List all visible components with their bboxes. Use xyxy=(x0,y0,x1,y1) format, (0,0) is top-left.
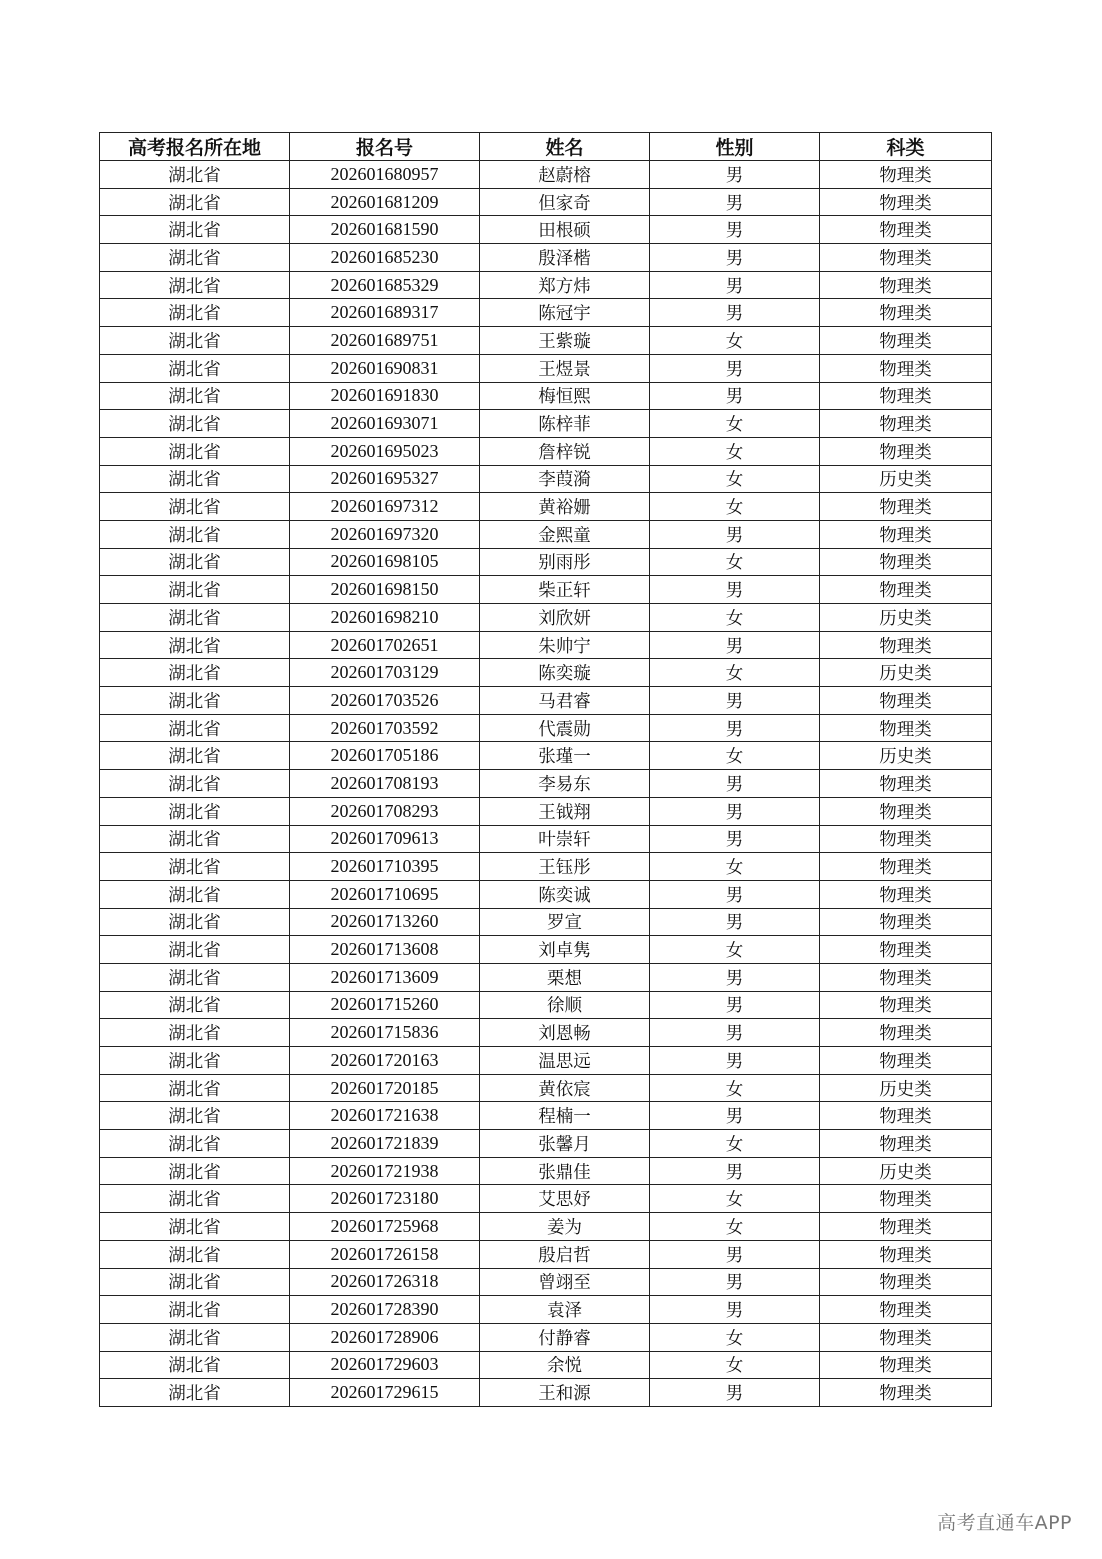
cell-gender: 男 xyxy=(650,161,820,189)
cell-subject-category: 物理类 xyxy=(820,1268,992,1296)
cell-subject-category: 历史类 xyxy=(820,1157,992,1185)
table-row xyxy=(100,825,992,853)
cell-registration-number: 202601713260 xyxy=(290,908,480,936)
cell-name: 罗宣 xyxy=(480,908,650,936)
cell-registration-number: 202601690831 xyxy=(290,354,480,382)
cell-registration-number: 202601721638 xyxy=(290,1102,480,1130)
table-row xyxy=(100,271,992,299)
cell-subject-category: 物理类 xyxy=(820,327,992,355)
cell-registration-number: 202601715260 xyxy=(290,991,480,1019)
table-row xyxy=(100,853,992,881)
cell-registration-number: 202601703592 xyxy=(290,714,480,742)
cell-gender: 男 xyxy=(650,631,820,659)
cell-location: 湖北省 xyxy=(100,161,290,189)
cell-subject-category: 物理类 xyxy=(820,714,992,742)
cell-location: 湖北省 xyxy=(100,1130,290,1158)
cell-location: 湖北省 xyxy=(100,354,290,382)
cell-gender: 男 xyxy=(650,770,820,798)
cell-location: 湖北省 xyxy=(100,797,290,825)
cell-gender: 男 xyxy=(650,714,820,742)
cell-gender: 男 xyxy=(650,963,820,991)
cell-gender: 男 xyxy=(650,299,820,327)
cell-gender: 女 xyxy=(650,1130,820,1158)
cell-location: 湖北省 xyxy=(100,1323,290,1351)
cell-gender: 男 xyxy=(650,1102,820,1130)
cell-name: 朱帅宁 xyxy=(480,631,650,659)
cell-name: 但家奇 xyxy=(480,188,650,216)
table-row xyxy=(100,1047,992,1075)
cell-gender: 男 xyxy=(650,1379,820,1407)
cell-name: 姜为 xyxy=(480,1213,650,1241)
cell-name: 李葭漪 xyxy=(480,465,650,493)
cell-name: 刘恩畅 xyxy=(480,1019,650,1047)
header-name: 姓名 xyxy=(480,133,650,161)
table-row xyxy=(100,714,992,742)
cell-name: 黄依宸 xyxy=(480,1074,650,1102)
cell-location: 湖北省 xyxy=(100,880,290,908)
table-row xyxy=(100,770,992,798)
cell-gender: 女 xyxy=(650,604,820,632)
cell-location: 湖北省 xyxy=(100,687,290,715)
cell-name: 程楠一 xyxy=(480,1102,650,1130)
cell-location: 湖北省 xyxy=(100,853,290,881)
cell-location: 湖北省 xyxy=(100,1379,290,1407)
header-gender: 性别 xyxy=(650,133,820,161)
cell-gender: 男 xyxy=(650,1240,820,1268)
cell-subject-category: 历史类 xyxy=(820,465,992,493)
cell-name: 李易东 xyxy=(480,770,650,798)
cell-location: 湖北省 xyxy=(100,1296,290,1324)
cell-location: 湖北省 xyxy=(100,244,290,272)
cell-name: 别雨彤 xyxy=(480,548,650,576)
cell-name: 张瑾一 xyxy=(480,742,650,770)
cell-registration-number: 202601723180 xyxy=(290,1185,480,1213)
cell-subject-category: 物理类 xyxy=(820,797,992,825)
cell-gender: 男 xyxy=(650,687,820,715)
table-row xyxy=(100,1351,992,1379)
cell-registration-number: 202601725968 xyxy=(290,1213,480,1241)
cell-registration-number: 202601721938 xyxy=(290,1157,480,1185)
cell-name: 王和源 xyxy=(480,1379,650,1407)
table-row xyxy=(100,1268,992,1296)
cell-registration-number: 202601681209 xyxy=(290,188,480,216)
cell-gender: 女 xyxy=(650,1213,820,1241)
cell-registration-number: 202601709613 xyxy=(290,825,480,853)
cell-subject-category: 物理类 xyxy=(820,1323,992,1351)
cell-name: 陈奕璇 xyxy=(480,659,650,687)
table-row xyxy=(100,437,992,465)
table-row xyxy=(100,1019,992,1047)
table-row xyxy=(100,963,992,991)
cell-location: 湖北省 xyxy=(100,520,290,548)
cell-registration-number: 202601680957 xyxy=(290,161,480,189)
table-row xyxy=(100,354,992,382)
cell-gender: 女 xyxy=(650,327,820,355)
cell-location: 湖北省 xyxy=(100,770,290,798)
cell-location: 湖北省 xyxy=(100,216,290,244)
table-row xyxy=(100,908,992,936)
cell-name: 赵蔚榕 xyxy=(480,161,650,189)
table-row xyxy=(100,410,992,438)
cell-location: 湖北省 xyxy=(100,1102,290,1130)
cell-subject-category: 物理类 xyxy=(820,410,992,438)
table-row xyxy=(100,631,992,659)
table-row xyxy=(100,1296,992,1324)
cell-registration-number: 202601721839 xyxy=(290,1130,480,1158)
cell-location: 湖北省 xyxy=(100,188,290,216)
table-row xyxy=(100,216,992,244)
cell-registration-number: 202601713609 xyxy=(290,963,480,991)
cell-location: 湖北省 xyxy=(100,908,290,936)
table-row xyxy=(100,299,992,327)
cell-registration-number: 202601689751 xyxy=(290,327,480,355)
cell-subject-category: 历史类 xyxy=(820,1074,992,1102)
cell-gender: 女 xyxy=(650,936,820,964)
cell-subject-category: 物理类 xyxy=(820,880,992,908)
cell-gender: 女 xyxy=(650,410,820,438)
cell-subject-category: 物理类 xyxy=(820,631,992,659)
cell-subject-category: 物理类 xyxy=(820,770,992,798)
cell-name: 陈奕诚 xyxy=(480,880,650,908)
cell-name: 温思远 xyxy=(480,1047,650,1075)
cell-registration-number: 202601689317 xyxy=(290,299,480,327)
cell-gender: 女 xyxy=(650,853,820,881)
cell-gender: 男 xyxy=(650,1019,820,1047)
cell-location: 湖北省 xyxy=(100,410,290,438)
cell-location: 湖北省 xyxy=(100,714,290,742)
cell-registration-number: 202601685230 xyxy=(290,244,480,272)
cell-registration-number: 202601695023 xyxy=(290,437,480,465)
cell-location: 湖北省 xyxy=(100,1074,290,1102)
table-header xyxy=(100,133,992,161)
cell-subject-category: 物理类 xyxy=(820,520,992,548)
cell-gender: 男 xyxy=(650,991,820,1019)
table-row xyxy=(100,327,992,355)
cell-registration-number: 202601697312 xyxy=(290,493,480,521)
cell-gender: 女 xyxy=(650,548,820,576)
cell-location: 湖北省 xyxy=(100,437,290,465)
cell-location: 湖北省 xyxy=(100,1019,290,1047)
cell-subject-category: 物理类 xyxy=(820,825,992,853)
table-row xyxy=(100,188,992,216)
cell-location: 湖北省 xyxy=(100,742,290,770)
admission-roster-table xyxy=(99,132,992,1407)
cell-location: 湖北省 xyxy=(100,576,290,604)
cell-registration-number: 202601708293 xyxy=(290,797,480,825)
cell-gender: 男 xyxy=(650,216,820,244)
table-row xyxy=(100,576,992,604)
cell-name: 殷泽楷 xyxy=(480,244,650,272)
cell-subject-category: 物理类 xyxy=(820,908,992,936)
cell-location: 湖北省 xyxy=(100,659,290,687)
table-row xyxy=(100,244,992,272)
cell-gender: 男 xyxy=(650,908,820,936)
cell-subject-category: 物理类 xyxy=(820,1213,992,1241)
cell-name: 梅恒熙 xyxy=(480,382,650,410)
cell-subject-category: 物理类 xyxy=(820,936,992,964)
cell-subject-category: 物理类 xyxy=(820,216,992,244)
cell-name: 艾思妤 xyxy=(480,1185,650,1213)
cell-subject-category: 物理类 xyxy=(820,1102,992,1130)
cell-location: 湖北省 xyxy=(100,825,290,853)
table-row xyxy=(100,687,992,715)
cell-gender: 男 xyxy=(650,1157,820,1185)
cell-subject-category: 物理类 xyxy=(820,188,992,216)
table-row xyxy=(100,1102,992,1130)
cell-registration-number: 202601703129 xyxy=(290,659,480,687)
cell-registration-number: 202601710695 xyxy=(290,880,480,908)
cell-name: 刘卓隽 xyxy=(480,936,650,964)
header-registration-number: 报名号 xyxy=(290,133,480,161)
cell-gender: 女 xyxy=(650,437,820,465)
cell-location: 湖北省 xyxy=(100,548,290,576)
cell-location: 湖北省 xyxy=(100,1268,290,1296)
cell-name: 王钺翔 xyxy=(480,797,650,825)
cell-gender: 男 xyxy=(650,1047,820,1075)
cell-gender: 女 xyxy=(650,1323,820,1351)
cell-registration-number: 202601728906 xyxy=(290,1323,480,1351)
table-row xyxy=(100,1157,992,1185)
cell-subject-category: 物理类 xyxy=(820,271,992,299)
cell-gender: 女 xyxy=(650,742,820,770)
cell-location: 湖北省 xyxy=(100,936,290,964)
cell-name: 王煜景 xyxy=(480,354,650,382)
cell-name: 栗想 xyxy=(480,963,650,991)
cell-location: 湖北省 xyxy=(100,631,290,659)
cell-registration-number: 202601720185 xyxy=(290,1074,480,1102)
cell-name: 陈冠宇 xyxy=(480,299,650,327)
cell-location: 湖北省 xyxy=(100,963,290,991)
cell-registration-number: 202601713608 xyxy=(290,936,480,964)
cell-gender: 女 xyxy=(650,1351,820,1379)
table-row xyxy=(100,1240,992,1268)
cell-location: 湖北省 xyxy=(100,1047,290,1075)
table-row xyxy=(100,161,992,189)
header-subject-category: 科类 xyxy=(820,133,992,161)
cell-subject-category: 历史类 xyxy=(820,604,992,632)
cell-subject-category: 物理类 xyxy=(820,161,992,189)
cell-gender: 男 xyxy=(650,880,820,908)
table-row xyxy=(100,382,992,410)
table-row xyxy=(100,1379,992,1407)
table-row xyxy=(100,520,992,548)
cell-subject-category: 物理类 xyxy=(820,493,992,521)
table-row xyxy=(100,548,992,576)
cell-name: 叶崇轩 xyxy=(480,825,650,853)
cell-location: 湖北省 xyxy=(100,1185,290,1213)
cell-registration-number: 202601720163 xyxy=(290,1047,480,1075)
cell-registration-number: 202601698105 xyxy=(290,548,480,576)
cell-gender: 男 xyxy=(650,354,820,382)
cell-registration-number: 202601708193 xyxy=(290,770,480,798)
cell-subject-category: 物理类 xyxy=(820,1019,992,1047)
cell-registration-number: 202601691830 xyxy=(290,382,480,410)
cell-registration-number: 202601728390 xyxy=(290,1296,480,1324)
table-row xyxy=(100,797,992,825)
cell-subject-category: 物理类 xyxy=(820,963,992,991)
cell-subject-category: 物理类 xyxy=(820,382,992,410)
cell-name: 詹梓锐 xyxy=(480,437,650,465)
cell-subject-category: 物理类 xyxy=(820,853,992,881)
cell-location: 湖北省 xyxy=(100,1351,290,1379)
cell-registration-number: 202601703526 xyxy=(290,687,480,715)
table-row xyxy=(100,880,992,908)
cell-subject-category: 历史类 xyxy=(820,659,992,687)
cell-subject-category: 物理类 xyxy=(820,244,992,272)
table-row xyxy=(100,991,992,1019)
table-row xyxy=(100,1185,992,1213)
cell-location: 湖北省 xyxy=(100,604,290,632)
cell-subject-category: 物理类 xyxy=(820,437,992,465)
cell-subject-category: 物理类 xyxy=(820,299,992,327)
cell-subject-category: 物理类 xyxy=(820,548,992,576)
cell-name: 王紫璇 xyxy=(480,327,650,355)
cell-gender: 女 xyxy=(650,1074,820,1102)
cell-gender: 男 xyxy=(650,271,820,299)
cell-subject-category: 历史类 xyxy=(820,742,992,770)
cell-name: 曾翊至 xyxy=(480,1268,650,1296)
cell-gender: 女 xyxy=(650,659,820,687)
cell-registration-number: 202601726318 xyxy=(290,1268,480,1296)
table-row xyxy=(100,742,992,770)
table-row xyxy=(100,659,992,687)
header-row xyxy=(100,133,992,161)
header-location: 高考报名所在地 xyxy=(100,133,290,161)
cell-gender: 男 xyxy=(650,244,820,272)
cell-registration-number: 202601698150 xyxy=(290,576,480,604)
table-body xyxy=(100,161,992,1407)
cell-location: 湖北省 xyxy=(100,465,290,493)
cell-gender: 男 xyxy=(650,188,820,216)
cell-name: 郑方炜 xyxy=(480,271,650,299)
cell-subject-category: 物理类 xyxy=(820,1379,992,1407)
table-row xyxy=(100,1213,992,1241)
cell-subject-category: 物理类 xyxy=(820,687,992,715)
cell-registration-number: 202601698210 xyxy=(290,604,480,632)
table-row xyxy=(100,1130,992,1158)
cell-registration-number: 202601715836 xyxy=(290,1019,480,1047)
cell-subject-category: 物理类 xyxy=(820,991,992,1019)
cell-gender: 男 xyxy=(650,520,820,548)
cell-location: 湖北省 xyxy=(100,271,290,299)
cell-registration-number: 202601685329 xyxy=(290,271,480,299)
cell-location: 湖北省 xyxy=(100,1157,290,1185)
cell-name: 殷启哲 xyxy=(480,1240,650,1268)
cell-subject-category: 物理类 xyxy=(820,1185,992,1213)
cell-location: 湖北省 xyxy=(100,327,290,355)
table-row xyxy=(100,1074,992,1102)
cell-registration-number: 202601705186 xyxy=(290,742,480,770)
cell-location: 湖北省 xyxy=(100,382,290,410)
cell-gender: 男 xyxy=(650,1268,820,1296)
cell-name: 黄裕姗 xyxy=(480,493,650,521)
table-row xyxy=(100,604,992,632)
cell-subject-category: 物理类 xyxy=(820,354,992,382)
cell-registration-number: 202601702651 xyxy=(290,631,480,659)
cell-registration-number: 202601710395 xyxy=(290,853,480,881)
table-row xyxy=(100,936,992,964)
cell-name: 金熙童 xyxy=(480,520,650,548)
cell-registration-number: 202601729615 xyxy=(290,1379,480,1407)
cell-name: 徐顺 xyxy=(480,991,650,1019)
table-row xyxy=(100,493,992,521)
cell-name: 余悦 xyxy=(480,1351,650,1379)
cell-name: 袁泽 xyxy=(480,1296,650,1324)
cell-registration-number: 202601681590 xyxy=(290,216,480,244)
cell-registration-number: 202601726158 xyxy=(290,1240,480,1268)
cell-location: 湖北省 xyxy=(100,991,290,1019)
cell-gender: 男 xyxy=(650,797,820,825)
cell-name: 刘欣妍 xyxy=(480,604,650,632)
cell-registration-number: 202601695327 xyxy=(290,465,480,493)
table-row xyxy=(100,1323,992,1351)
cell-gender: 男 xyxy=(650,1296,820,1324)
watermark-text: 高考直通车APP xyxy=(937,1512,1072,1534)
cell-registration-number: 202601693071 xyxy=(290,410,480,438)
cell-name: 柴正轩 xyxy=(480,576,650,604)
table-row xyxy=(100,465,992,493)
cell-name: 张鼎佳 xyxy=(480,1157,650,1185)
cell-name: 付静睿 xyxy=(480,1323,650,1351)
cell-gender: 男 xyxy=(650,576,820,604)
cell-name: 田根硕 xyxy=(480,216,650,244)
cell-registration-number: 202601697320 xyxy=(290,520,480,548)
cell-name: 马君睿 xyxy=(480,687,650,715)
cell-subject-category: 物理类 xyxy=(820,1240,992,1268)
cell-gender: 男 xyxy=(650,382,820,410)
cell-subject-category: 物理类 xyxy=(820,1351,992,1379)
cell-name: 张馨月 xyxy=(480,1130,650,1158)
cell-name: 代震勋 xyxy=(480,714,650,742)
cell-name: 王钰彤 xyxy=(480,853,650,881)
cell-location: 湖北省 xyxy=(100,493,290,521)
cell-gender: 女 xyxy=(650,465,820,493)
cell-registration-number: 202601729603 xyxy=(290,1351,480,1379)
cell-location: 湖北省 xyxy=(100,299,290,327)
cell-name: 陈梓菲 xyxy=(480,410,650,438)
cell-subject-category: 物理类 xyxy=(820,1047,992,1075)
cell-subject-category: 物理类 xyxy=(820,576,992,604)
cell-gender: 女 xyxy=(650,1185,820,1213)
cell-location: 湖北省 xyxy=(100,1213,290,1241)
cell-gender: 男 xyxy=(650,825,820,853)
cell-gender: 女 xyxy=(650,493,820,521)
cell-subject-category: 物理类 xyxy=(820,1130,992,1158)
cell-location: 湖北省 xyxy=(100,1240,290,1268)
cell-subject-category: 物理类 xyxy=(820,1296,992,1324)
